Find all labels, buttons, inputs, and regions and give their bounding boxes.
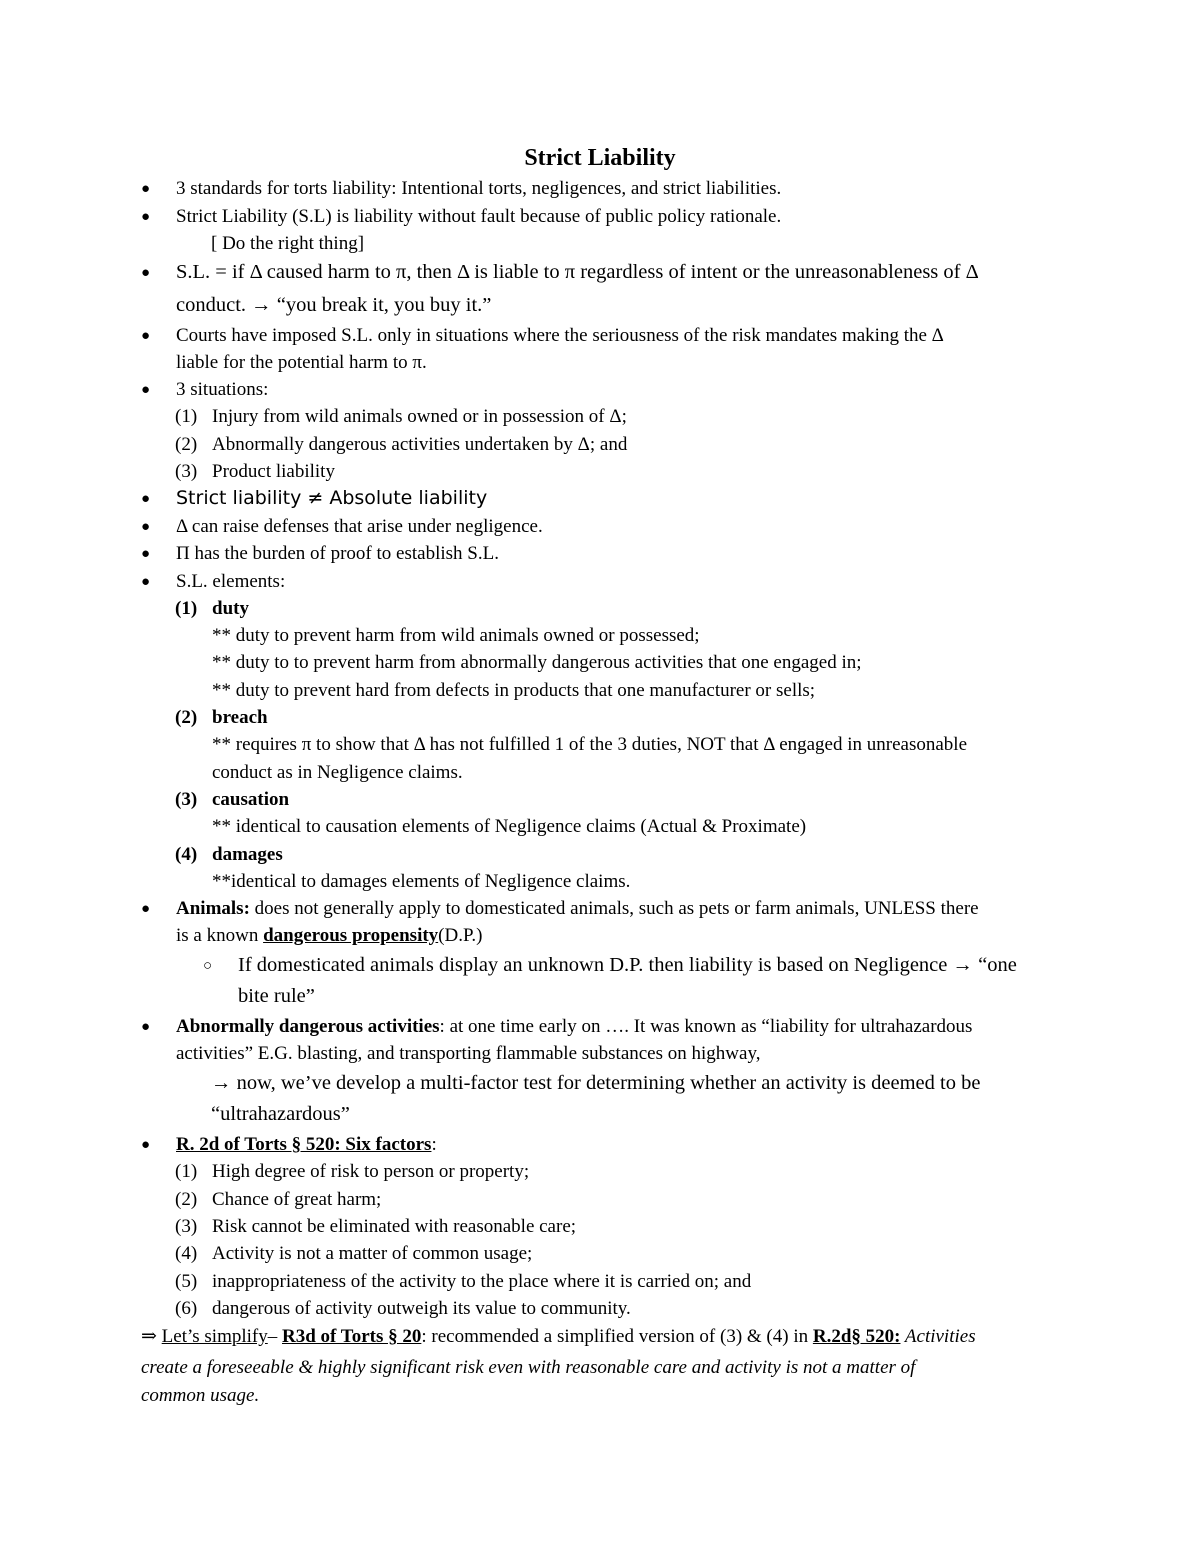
bullet-icon: ● <box>141 491 151 507</box>
list-item: inappropriateness of the activity to the place where it is carried on; and <box>212 1271 752 1292</box>
text-line: S.L. = if Δ caused harm to π, then Δ is liable to π regardless of intent or the unreasonableness of Δ <box>176 261 979 283</box>
r3d-label: R3d of Torts § 20 <box>282 1326 422 1347</box>
text-line: conduct as in Negligence claims. <box>212 762 463 783</box>
text-line: Δ can raise defenses that arise under negligence. <box>176 516 543 537</box>
element-heading: damages <box>212 844 283 865</box>
text-line: ** duty to prevent harm from wild animals owned or possessed; <box>212 625 700 646</box>
element-heading: breach <box>212 707 268 728</box>
r2d-colon: : <box>431 1134 437 1155</box>
list-number: (1) <box>175 406 198 427</box>
animals-text: (D.P.) <box>438 925 483 946</box>
list-number: (1) <box>175 1161 198 1182</box>
list-item: Injury from wild animals owned or in possession of Δ; <box>212 406 627 427</box>
text-line: Π has the burden of proof to establish S.L. <box>176 543 499 564</box>
text-line: “ultrahazardous” <box>211 1103 350 1125</box>
text-line <box>176 1134 437 1156</box>
text-line: ** duty to to prevent harm from abnormally dangerous activities that one engaged in; <box>212 652 862 673</box>
bullet-icon: ● <box>141 901 151 917</box>
list-item: Activity is not a matter of common usage; <box>212 1243 533 1264</box>
element-number: (2) <box>175 707 198 728</box>
animals-text: does not generally apply to domesticated animals, such as pets or farm animals, UNLESS there <box>249 898 979 919</box>
abnormal-label: Abnormally dangerous activities <box>176 1016 440 1037</box>
text-line <box>141 1326 976 1348</box>
bullet-icon: ● <box>141 519 151 535</box>
element-heading: causation <box>212 789 290 810</box>
r2d-label: R. 2d of Torts § 520: Six factors <box>176 1134 432 1155</box>
animals-label: Animals: <box>176 898 250 919</box>
bullet-icon: ● <box>141 546 151 562</box>
text-line <box>141 1357 915 1379</box>
list-item: Chance of great harm; <box>212 1189 382 1210</box>
text-line: ** duty to prevent hard from defects in products that one manufacturer or sells; <box>212 680 816 701</box>
list-number: (6) <box>175 1298 198 1319</box>
double-arrow-icon: ⇒ <box>141 1326 162 1347</box>
simplify-text: : recommended a simplified version of (3) & (4) in <box>421 1326 813 1347</box>
list-item: Product liability <box>212 461 335 482</box>
text-line: ** requires π to show that Δ has not fulfilled 1 of the 3 duties, NOT that Δ engaged in unreasonable <box>212 734 967 755</box>
abnormal-text: : at one time early on …. It was known as “liability for ultrahazardous <box>439 1016 973 1037</box>
text-line: 3 situations: <box>176 379 269 400</box>
text-line: bite rule” <box>238 985 315 1007</box>
text-line: **identical to damages elements of Negligence claims. <box>212 871 631 892</box>
list-number: (2) <box>175 1189 198 1210</box>
text-line <box>176 925 483 947</box>
bullet-icon: ● <box>141 382 151 398</box>
text-line: 3 standards for torts liability: Intentional torts, negligences, and strict liabilities. <box>176 178 782 199</box>
bullet-icon: ● <box>141 181 151 197</box>
bullet-icon: ● <box>141 1137 151 1153</box>
text-line: activities” E.G. blasting, and transporting flammable substances on highway, <box>176 1043 761 1064</box>
simplify-label: Let’s simplify <box>161 1326 268 1347</box>
dangerous-propensity-term: dangerous propensity <box>263 925 439 946</box>
bullet-icon: ● <box>141 1019 151 1035</box>
animals-text: is a known <box>176 925 264 946</box>
r2d-ref: R.2d§ 520: <box>812 1326 901 1347</box>
list-number: (2) <box>175 434 198 455</box>
list-number: (4) <box>175 1243 198 1264</box>
simplify-italic: Activities <box>900 1326 976 1347</box>
list-item: dangerous of activity outweigh its value to community. <box>212 1298 631 1319</box>
list-number: (3) <box>175 461 198 482</box>
text-line: [ Do the right thing] <box>211 233 365 254</box>
text-line: ** identical to causation elements of Negligence claims (Actual & Proximate) <box>212 816 807 837</box>
circle-bullet-icon: ○ <box>203 958 213 974</box>
list-item: Abnormally dangerous activities undertaken by Δ; and <box>212 434 628 455</box>
list-number: (5) <box>175 1271 198 1292</box>
text-line: → now, we’ve develop a multi-factor test for determining whether an activity is deemed to be <box>211 1072 981 1094</box>
text-line: Strict Liability (S.L) is liability without fault because of public policy rationale. <box>176 206 782 227</box>
element-number: (4) <box>175 844 198 865</box>
element-number: (3) <box>175 789 198 810</box>
bullet-icon: ● <box>141 209 151 225</box>
bullet-icon: ● <box>141 328 151 344</box>
bullet-icon: ● <box>141 574 151 590</box>
text-line: Strict liability ≠ Absolute liability <box>176 487 488 509</box>
text-line <box>141 1385 259 1407</box>
text-line: If domesticated animals display an unknown D.P. then liability is based on Negligence → “one <box>238 954 1017 976</box>
bullet-icon: ● <box>141 265 151 281</box>
element-heading: duty <box>212 598 249 619</box>
list-item: High degree of risk to person or property; <box>212 1161 530 1182</box>
simplify-dash: – <box>267 1326 282 1347</box>
text-line: Courts have imposed S.L. only in situations where the seriousness of the risk mandates making the Δ <box>176 325 944 346</box>
page-title: Strict Liability <box>524 145 676 171</box>
simplify-italic: common usage. <box>141 1385 260 1406</box>
text-line: conduct. → “you break it, you buy it.” <box>176 294 492 316</box>
list-item: Risk cannot be eliminated with reasonable care; <box>212 1216 577 1237</box>
text-line: S.L. elements: <box>176 571 286 592</box>
simplify-italic: create a foreseeable & highly significant risk even with reasonable care and activity is not a matter of <box>141 1357 916 1378</box>
text-line <box>176 898 979 920</box>
text-line: liable for the potential harm to π. <box>176 352 427 373</box>
element-number: (1) <box>175 598 198 619</box>
list-number: (3) <box>175 1216 198 1237</box>
text-line <box>176 1016 972 1038</box>
